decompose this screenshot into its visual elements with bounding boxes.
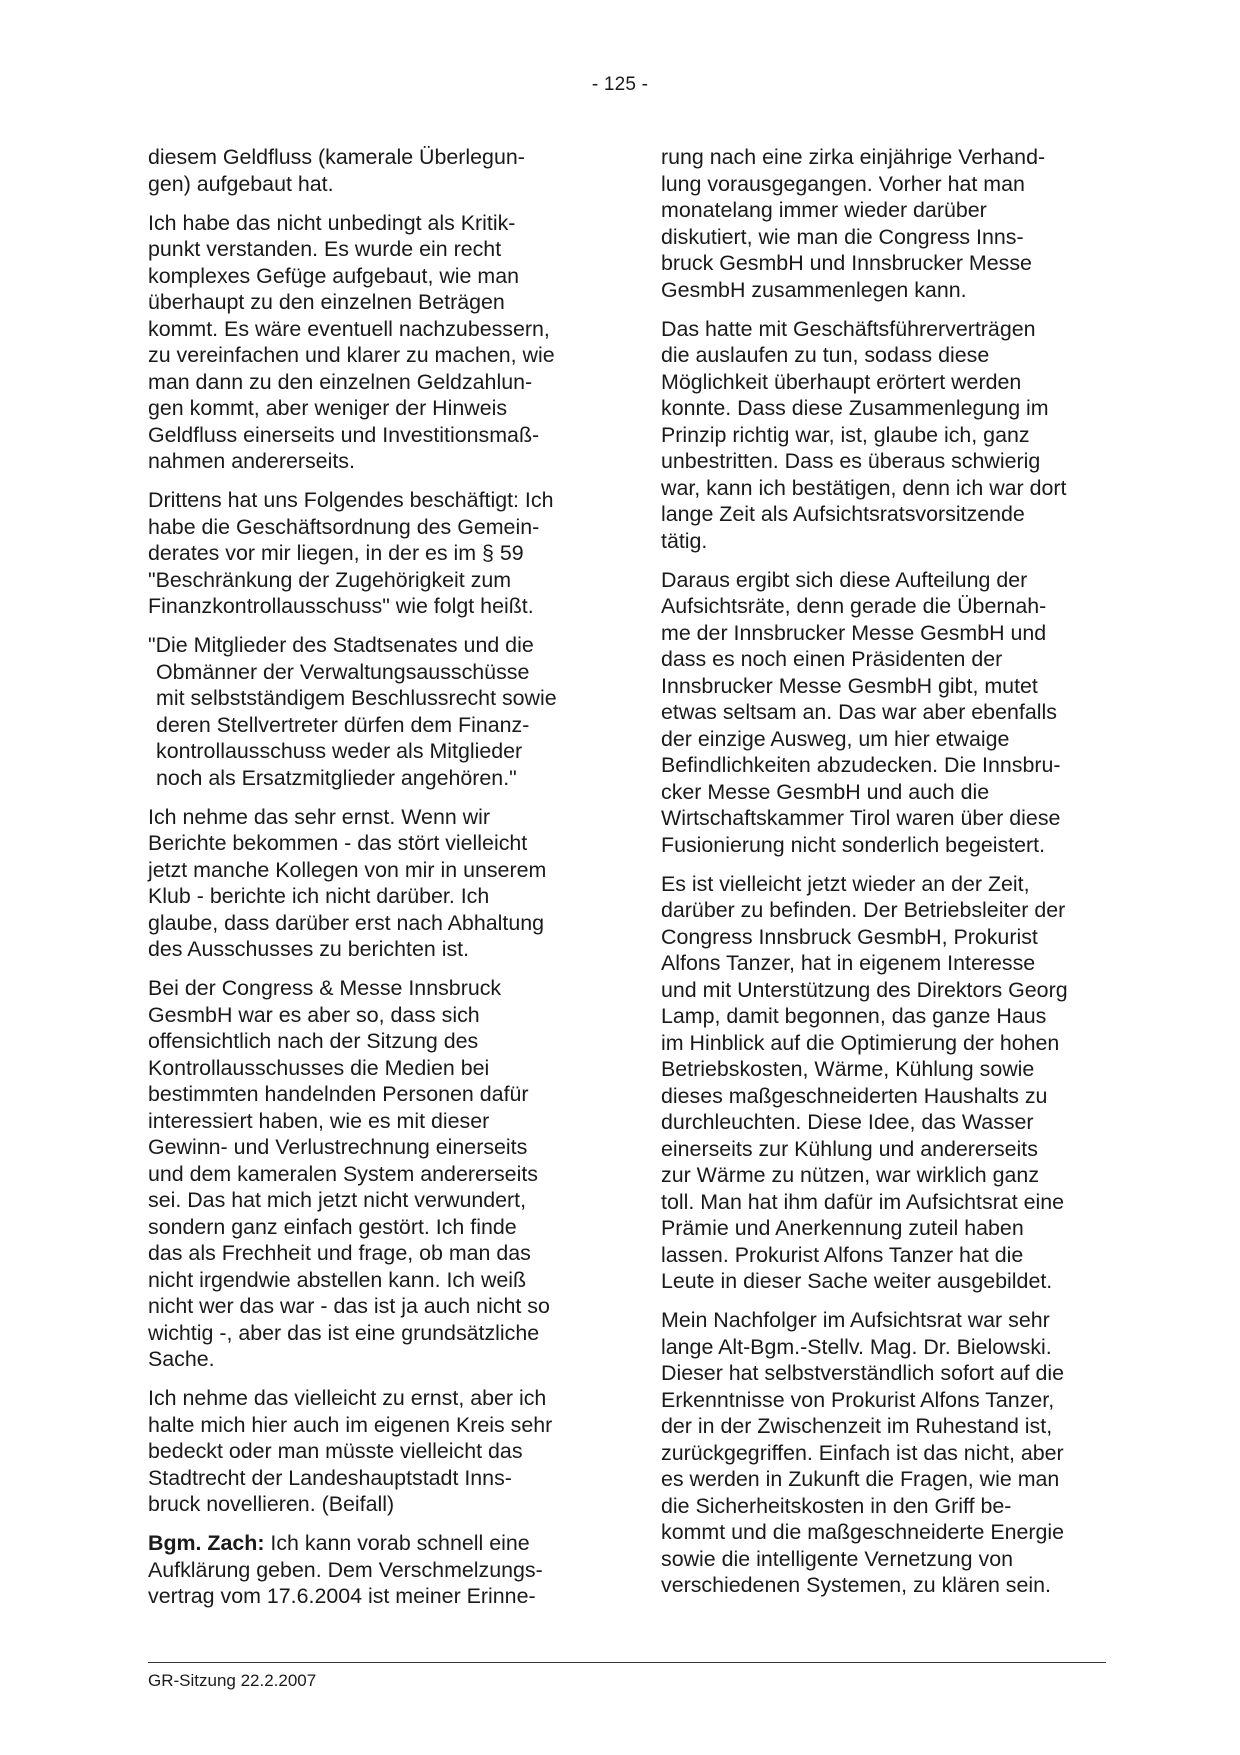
paragraph: Ich nehme das sehr ernst. Wenn wir Berichte bekommen - das stört vielleicht jetzt manche Kollegen von mir in unserem Klub - berichte ich nicht darüber. Ich glaube, dass darüber erst nach Abhaltung des Ausschusses zu berichten ist. [148,804,547,961]
paragraph: rung nach eine zirka einjährige Verhand- lung vorausgegangen. Vorher hat man monatelang immer wieder darüber diskutiert, wie man die Congress Inns- bruck GesmbH und Innsbrucker Messe GesmbH zusammenlegen kann. [661,145,1046,302]
speaker-paragraph: Bgm. Zach: Ich kann vorab schnell eine Aufklärung geben. Dem Verschmelzungs- vertrag vom 17.6.2004 ist meiner Erinne- [148,1531,543,1608]
footer-session-label: GR-Sitzung 22.2.2007 [148,1671,317,1690]
right-column [661,144,1103,1611]
paragraph: Drittens hat uns Folgendes beschäftigt: Ich habe die Geschäftsordnung des Gemein- derates vor mir liegen, in der es im § 59 "Beschränkung der Zugehörigkeit zum Finanzkontrollausschuss" wie folgt heißt. [148,488,554,618]
page-number: - 125 - [591,74,649,95]
paragraph: Es ist vielleicht jetzt wieder an der Zeit, darüber zu befinden. Der Betriebsleiter der Congress Innsbruck GesmbH, Prokurist Alfons Tanzer, hat in eigenem Interesse und mit Unterstützung des Direktors Georg Lamp, damit begonnen, das ganze Haus im Hinblick auf die Optimierung der hohen Betriebskosten, Wärme, Kühlung sowie dieses maßgeschneiderten Haushalts zu durchleuchten. Diese Idee, das Wasser einerseits zur Kühlung und andererseits zur Wärme zu nützen, war wirklich ganz toll. Man hat ihm dafür im Aufsichtsrat eine Prämie und Anerkennung zuteil haben lassen. Prokurist Alfons Tanzer hat die Leute in dieser Sache weiter ausgebildet. [661,871,1068,1293]
paragraph: Mein Nachfolger im Aufsichtsrat war sehr lange Alt-Bgm.-Stellv. Mag. Dr. Bielowski. Dieser hat selbstverständlich sofort auf die Erkenntnisse von Prokurist Alfons Tanzer, der in der Zwischenzeit im Ruhestand ist, zurückgegriffen. Einfach ist das nicht, aber es werden in Zukunft die Fragen, wie man die Sicherheitskosten in den Griff be- kommt und die maßgeschneiderte Energie sowie die intelligente Vernetzung von verschiedenen Systemen, zu klären sein. [661,1308,1065,1597]
footer-divider [148,1662,1106,1663]
paragraph: Das hatte mit Geschäftsführerverträgen die auslaufen zu tun, sodass diese Möglichkeit überhaupt erörtert werden konnte. Dass diese Zusammenlegung im Prinzip richtig war, ist, glaube ich, ganz unbestritten. Dass es überaus schwierig war, kann ich bestätigen, denn ich war dort lange Zeit als Aufsichtsratsvorsitzende tätig. [661,316,1067,553]
speaker-name: Bgm. Zach: [148,1531,265,1555]
left-column [148,144,590,1622]
quoted-paragraph: "Die Mitglieder des Stadtsenates und die Obmänner der Verwaltungsausschüsse mit selbstständigem Beschlussrecht sowie deren Stellvertreter dürfen dem Finanz- kontrollausschuss weder als Mitglieder noch als Ersatzmitglieder angehören." [148,633,557,790]
paragraph: Ich nehme das vielleicht zu ernst, aber ich halte mich hier auch im eigenen Kreis sehr bedeckt oder man müsste vielleicht das Stadtrecht der Landeshauptstadt Inns- bruck novellieren. (Beifall) [148,1386,553,1516]
paragraph: Bei der Congress & Messe Innsbruck GesmbH war es aber so, dass sich offensichtlich nach der Sitzung des Kontrollausschusses die Medien bei bestimmten handelnden Personen dafür interessiert haben, wie es mit dieser Gewinn- und Verlustrechnung einerseits und dem kameralen System andererseits sei. Das hat mich jetzt nicht verwundert, sondern ganz einfach gestört. Ich finde das als Frechheit und frage, ob man das nicht irgendwie abstellen kann. Ich weiß nicht wer das war - das ist ja auch nicht so wichtig -, aber das ist eine grundsätzliche Sache. [148,976,550,1371]
paragraph: Ich habe das nicht unbedingt als Kritik- punkt verstanden. Es wurde ein recht komplexes Gefüge aufgebaut, wie man überhaupt zu den einzelnen Beträgen kommt. Es wäre eventuell nachzubessern, zu vereinfachen und klarer zu machen, wie man dann zu den einzelnen Geldzahlun- gen kommt, aber weniger der Hinweis Geldfluss einerseits und Investitionsmaß- nahmen andererseits. [148,210,555,473]
paragraph: diesem Geldfluss (kamerale Überlegun- gen) aufgebaut hat. [148,145,525,196]
paragraph: Daraus ergibt sich diese Aufteilung der Aufsichtsräte, denn gerade die Übernah- me der Innsbrucker Messe GesmbH und dass es noch einen Präsidenten der Innsbrucker Messe GesmbH gibt, mutet etwas seltsam an. Das war aber ebenfalls der einzige Ausweg, um hier etwaige Befindlichkeiten abzudecken. Die Innsbru- cker Messe GesmbH und auch die Wirtschaftskammer Tirol waren über diese Fusionierung nicht sonderlich begeistert. [661,567,1061,857]
